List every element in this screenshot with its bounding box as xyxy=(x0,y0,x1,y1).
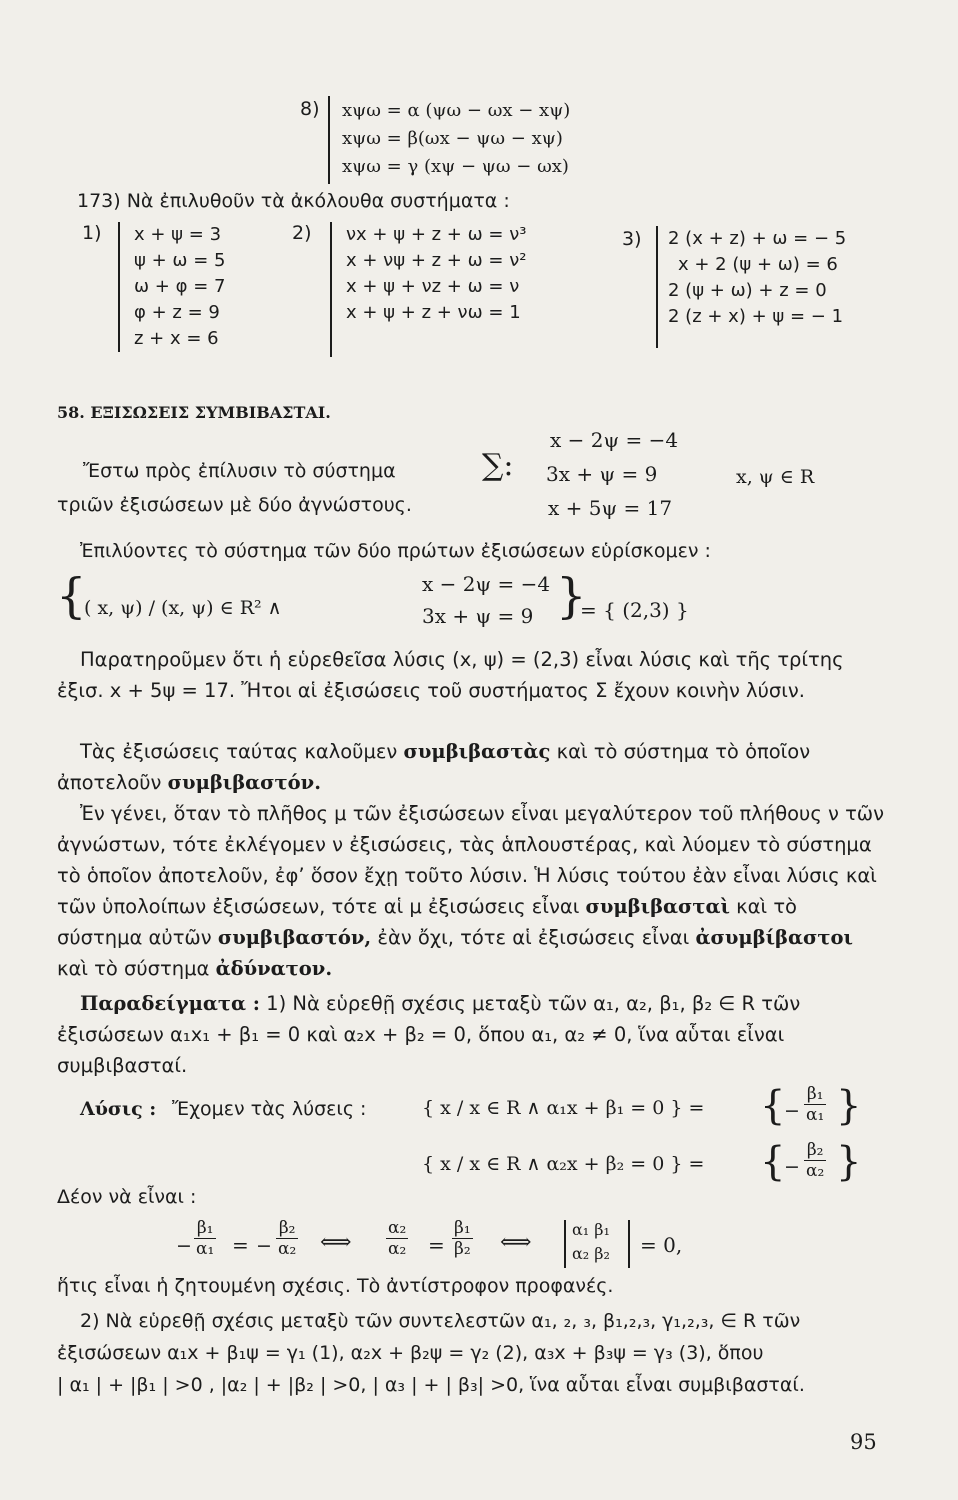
left-brace: { xyxy=(56,568,87,624)
fraction-denominator: α₂ xyxy=(278,1239,297,1259)
determinant-right-bar xyxy=(628,1220,630,1268)
cond-minus-2: − xyxy=(256,1235,272,1257)
cond-fraction-3 xyxy=(386,1218,408,1259)
system-2-label: 2) xyxy=(292,222,312,244)
observe-paragraph: Παρατηροῦμεν ὅτι ἡ εὑρεθεῖσα λύσις (x, ψ) = (2,3) εἶναι λύσις καὶ τῆς τρίτης ἐξισ. x + 5ψ = 17. Ἤτοι αἱ ἐξισώσεις τοῦ συστήματος Σ ἔχουν κοινὴν λύσιν. xyxy=(57,648,844,702)
example-2-line-1: 2) Νὰ εὑρεθῇ σχέσις μεταξὺ τῶν συντελεστῶν α₁, ₂, ₃, β₁,₂,₃, γ₁,₂,₃, ∈ R τῶν xyxy=(80,1310,801,1332)
system-8-line-2: xψω = β(ωx − ψω − xψ) xyxy=(342,128,563,149)
fraction-denominator: α₁ xyxy=(196,1239,215,1259)
general-text-4: καὶ τὸ σύστημα xyxy=(57,957,210,980)
system-bar xyxy=(118,222,120,352)
fraction-numerator: β₁ xyxy=(454,1218,471,1238)
domain-text: x, ψ ∈ R xyxy=(736,466,815,488)
fraction-denominator: α₂ xyxy=(806,1161,825,1181)
set-1-minus: − xyxy=(784,1100,800,1122)
sigma-eq-2: 3x + ψ = 9 xyxy=(546,462,658,486)
solution-set-1: { x / x ∈ R ∧ α₁x + β₁ = 0 } = xyxy=(422,1097,705,1119)
sigma-eq-3: x + 5ψ = 17 xyxy=(548,496,673,520)
intro-line-2: τριῶν ἐξισώσεων μὲ δύο ἀγνώστους. xyxy=(57,494,412,516)
set-eq-2: 3x + ψ = 9 xyxy=(422,604,534,628)
sigma-symbol: ∑: xyxy=(482,448,514,483)
call-bold-1: συμβιβαστὰς xyxy=(403,740,551,763)
determinant-row-2: α₂ β₂ xyxy=(572,1244,610,1263)
general-bold-1: συμβιβασταὶ xyxy=(585,895,730,918)
fraction-numerator: β₂ xyxy=(806,1140,824,1160)
system-1-line-2: ψ + ω = 5 xyxy=(134,250,226,271)
system-2-line-2: x + νψ + z + ω = ν² xyxy=(346,250,527,271)
set-2-fraction xyxy=(804,1140,826,1181)
sigma-eq-1: x − 2ψ = −4 xyxy=(550,428,679,452)
solution-set-2: { x / x ∈ R ∧ α₂x + β₂ = 0 } = xyxy=(422,1153,705,1175)
system-1-line-3: ω + φ = 7 xyxy=(134,276,226,297)
call-bold-2: συμβιβαστόν. xyxy=(167,771,321,794)
section-title: 58. ΕΞΙΣΩΣΕΙΣ ΣΥΜΒΙΒΑΣΤΑΙ. xyxy=(57,403,331,422)
exercise-173-heading: 173) Νὰ ἐπιλυθοῦν τὰ ἀκόλουθα συστήματα : xyxy=(77,190,510,212)
system-8-line-3: xψω = γ (xψ − ψω − ωx) xyxy=(342,156,569,177)
cond-equals-1: = xyxy=(232,1233,249,1257)
system-3-line-3: 2 (ψ + ω) + z = 0 xyxy=(668,280,827,301)
system-bar xyxy=(656,226,658,348)
cond-equals-2: = xyxy=(428,1233,445,1257)
iff-arrow-2: ⟺ xyxy=(500,1230,532,1255)
solution-text: Ἔχομεν τὰς λύσεις : xyxy=(172,1098,367,1120)
system-3-label: 3) xyxy=(622,228,642,250)
example-2-line-2: ἐξισώσεων α₁x + β₁ψ = γ₁ (1), α₂x + β₂ψ = γ₂ (2), α₃x + β₃ψ = γ₃ (3), ὅπου xyxy=(57,1342,764,1364)
cond-minus-1: − xyxy=(176,1235,192,1257)
cond-fraction-1 xyxy=(194,1218,216,1259)
must-be-text: Δέον νὰ εἶναι : xyxy=(57,1186,197,1208)
cond-fraction-2 xyxy=(276,1218,298,1259)
call-paragraph xyxy=(57,736,887,798)
system-3-line-4: 2 (z + x) + ψ = − 1 xyxy=(668,306,844,327)
system-1-line-4: φ + z = 9 xyxy=(134,302,220,323)
set-2-left-brace: { xyxy=(760,1139,786,1185)
solution-label: Λύσις : xyxy=(80,1098,157,1120)
set-2-minus: − xyxy=(784,1156,800,1178)
solve-line: Ἐπιλύοντες τὸ σύστημα τῶν δύο πρώτων ἐξισώσεων εὑρίσκομεν : xyxy=(80,540,711,562)
system-bar xyxy=(330,222,332,357)
general-text-3: ἐὰν ὄχι, τότε αἱ ἐξισώσεις εἶναι xyxy=(377,926,690,949)
system-1-label: 1) xyxy=(82,222,102,244)
general-bold-4: ἀδύνατον. xyxy=(215,957,333,980)
example-1-text: 1) Νὰ εὑρεθῇ σχέσις μεταξὺ τῶν α₁, α₂, β₁, β₂ ∈ R τῶν ἐξισώσεων α₁x₁ + β₁ = 0 καὶ α₂x + β₂ = 0, ὅπου α₁, α₂ ≠ 0, ἵνα αὗται εἶναι συμβιβασταί. xyxy=(57,992,801,1077)
general-bold-2: συμβιβαστόν, xyxy=(217,926,372,949)
general-text-1: Ἐν γένει, ὅταν τὸ πλῆθος μ τῶν ἐξισώσεων εἶναι μεγαλύτερον τοῦ πλήθους ν τῶν ἀγνώστων, τότε ἐκλέγομεν ν ἐξισώσεις, τὰς ἁπλουστέρας, καὶ λύομεν τὸ σύστημα τὸ ὁποῖον ἀποτελοῦν, ἐφ’ ὅσον ἔχῃ τοῦτο λύσιν. Ἡ λύσις τούτου ἐὰν εἶναι λύσις καὶ τῶν ὑπολοίπων ἐξισώσεων, τότε αἱ μ ἐξισώσεις εἶναι xyxy=(57,802,885,918)
set-eq-1: x − 2ψ = −4 xyxy=(422,572,551,596)
set-result: = { (2,3) } xyxy=(580,598,689,622)
call-mid: καὶ τὸ σύστημα τὸ ὁποῖον ἀποτελοῦν xyxy=(57,740,811,794)
set-1-fraction xyxy=(804,1084,826,1125)
determinant-row-1: α₁ β₁ xyxy=(572,1220,610,1239)
system-8-label: 8) xyxy=(300,98,320,120)
determinant-equals: = 0, xyxy=(640,1233,683,1257)
system-3-line-2: x + 2 (ψ + ω) = 6 xyxy=(678,254,838,275)
example-2-line-3: | α₁ | + |β₁ | >0 , |α₂ | + |β₂ | >0, | α₃ | + | β₃| >0, ἵνα αὗται εἶναι συμβιβασταί. xyxy=(57,1374,805,1396)
system-1-line-1: x + ψ = 3 xyxy=(134,224,222,245)
fraction-denominator: β₂ xyxy=(454,1239,471,1259)
system-bar xyxy=(328,96,330,184)
system-1-line-5: z + x = 6 xyxy=(134,328,219,349)
page-number: 95 xyxy=(850,1430,877,1454)
examples-label: Παραδείγματα : xyxy=(80,992,260,1015)
set-1-right-brace: } xyxy=(836,1083,862,1129)
system-2-line-1: νx + ψ + z + ω = ν³ xyxy=(346,224,527,245)
general-text-2: καὶ τὸ σύστημα αὐτῶν xyxy=(57,895,797,949)
fraction-numerator: β₁ xyxy=(806,1084,824,1104)
right-brace: } xyxy=(556,568,587,624)
fraction-numerator: α₂ xyxy=(388,1218,407,1238)
fraction-numerator: β₁ xyxy=(196,1218,214,1238)
intro-line-1: Ἔστω πρὸς ἐπίλυσιν τὸ σύστημα xyxy=(83,460,396,482)
set-2-right-brace: } xyxy=(836,1139,862,1185)
fraction-denominator: α₁ xyxy=(806,1105,825,1125)
general-bold-3: ἀσυμβίβαστοι xyxy=(695,926,853,949)
system-8-line-1: xψω = α (ψω − ωx − xψ) xyxy=(342,100,571,121)
call-pre: Τὰς ἐξισώσεις ταύτας καλοῦμεν xyxy=(80,740,398,763)
iff-arrow-1: ⟺ xyxy=(320,1230,352,1255)
which-is-text: ἥτις εἶναι ἡ ζητουμένη σχέσις. Τὸ ἀντίστροφον προφανές. xyxy=(57,1275,614,1297)
example-1-paragraph xyxy=(57,988,887,1081)
system-3-line-1: 2 (x + z) + ω = − 5 xyxy=(668,228,847,249)
system-2-line-3: x + ψ + νz + ω = ν xyxy=(346,276,520,297)
cond-fraction-4 xyxy=(452,1218,473,1259)
fraction-numerator: β₂ xyxy=(278,1218,296,1238)
set-1-left-brace: { xyxy=(760,1083,786,1129)
general-paragraph xyxy=(57,798,887,984)
system-2-line-4: x + ψ + z + νω = 1 xyxy=(346,302,521,323)
determinant-left-bar xyxy=(564,1220,566,1268)
set-left: ( x, ψ) / (x, ψ) ∈ R² ∧ xyxy=(84,597,282,619)
fraction-denominator: α₂ xyxy=(388,1239,407,1259)
